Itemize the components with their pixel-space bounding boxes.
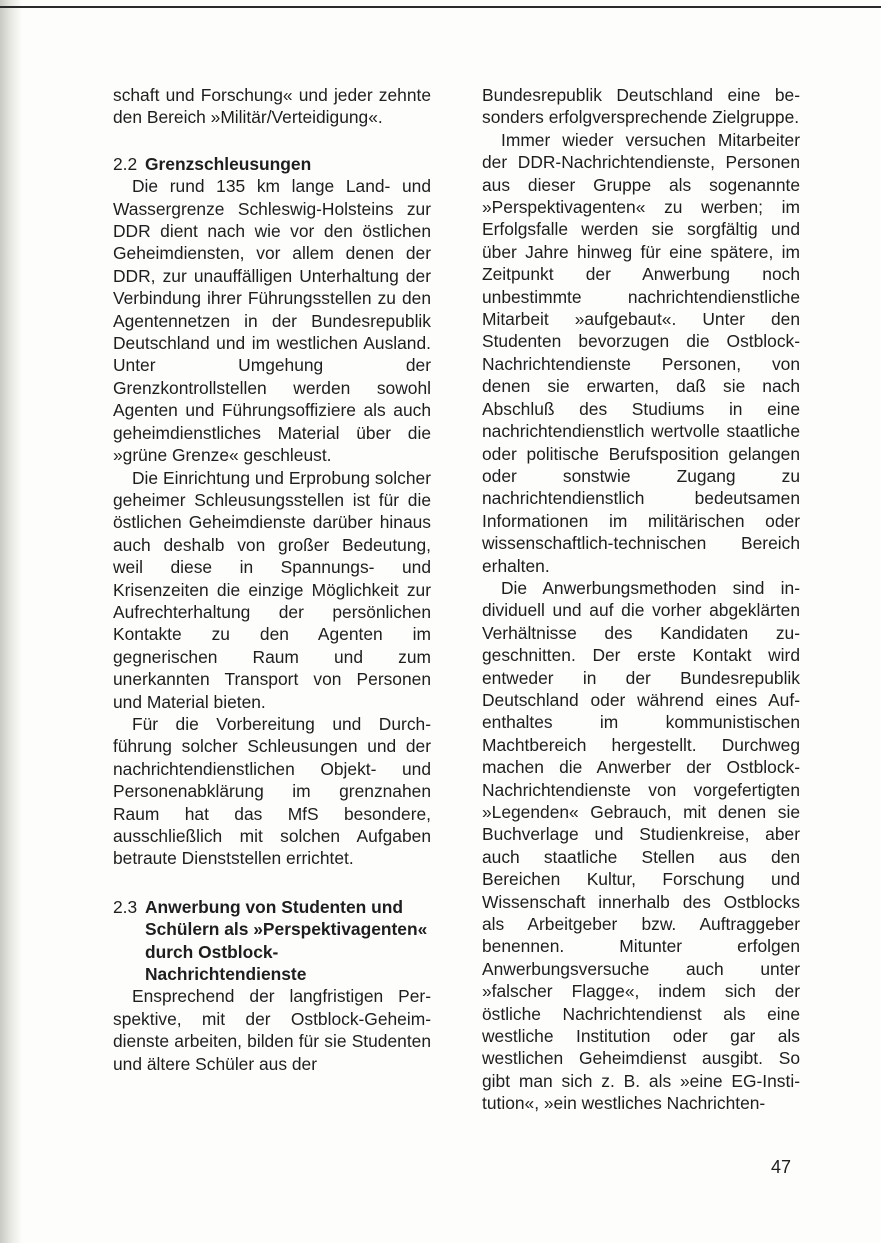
body-paragraph: Die rund 135 km lange Land- und Wassergrenze Schleswig-Holsteins zur DDR dient nach wie vor den östlichen Geheimdiensten, vor allem denen der DDR, zur unauffälligen Unterhaltung der Verbindung ihrer Führungsstellen zu den Agentennetzen in der Bundesrepublik Deutschland und im westlichen Ausland. Unter Umgehung der Grenzkontrollstellen werden sowohl Agenten und Führungsoffiziere als auch geheimdienstliches Material über die »grüne Grenze« geschleust. (113, 176, 431, 466)
body-paragraph: Die Anwerbungsmethoden sind individuell und auf die vorher abgeklärten Verhältnisse des Kandidaten zugeschnitten. Der erste Kontakt wird entweder in der Bundesrepublik Deutschland oder während eines Aufenthaltes im kommunistischen Machtbereich hergestellt. Durchweg machen die Anwerber der Ostblock-Nachrichtendienste von vorgefertigten »Legenden« Gebrauch, mit denen sie Buchverlage und Studienkreise, aber auch staatliche Stellen aus den Bereichen Kultur, Forschung und Wissenschaft innerhalb des Ostblocks als Arbeitgeber bzw. Auftraggeber benennen. Mitunter erfolgen Anwerbungsversuche auch unter »falscher Flagge«, indem sich der östliche Nachrichtendienst als eine westliche Institution oder gar als westlichen Geheimdienst ausgibt. So gibt man sich z. B. als »eine EG-Institution«, »ein westliches Nachrichten- (482, 577, 800, 1114)
body-paragraph: Immer wieder versuchen Mitarbeiter der DDR-Nachrichtendienste, Personen aus dieser Gruppe als sogenannte »Perspektivagenten« zu werben; im Erfolgsfalle werden sie sorgfältig und über Jahre hinweg für eine spätere, im Zeitpunkt der Anwerbung noch unbestimmte nachrichtendienstliche Mitarbeit »aufgebaut«. Unter den Studenten bevorzugen die Ostblock-Nachrichtendienste Personen, von denen sie erwarten, daß sie nach Abschluß des Studiums in eine nachrichtendienstlich wertvolle staatliche oder politische Berufsposition gelangen oder sonstwie Zugang zu nachrichtendienstlich bedeutsamen Informationen im militärischen oder wissenschaftlich-technischen Bereich erhalten. (482, 129, 800, 576)
section-heading-2-3 (113, 896, 431, 986)
spine-shadow (0, 0, 22, 1243)
body-paragraph: Für die Vorbereitung und Durchführung solcher Schleusungen und der nachrichtendienstlichen Objekt- und Personenabklärung im grenznahen Raum hat das MfS besondere, ausschließlich mit solchen Aufgaben betraute Dienststellen errichtet. (113, 713, 431, 869)
section-number: 2.2 (113, 153, 138, 174)
right-column (482, 84, 800, 1115)
body-paragraph: Die Einrichtung und Erprobung solcher geheimer Schleusungsstellen ist für die östlichen Geheimdienste darüber hinaus auch deshalb von großer Bedeutung, weil diese in Spannungs- und Krisenzeiten die einzige Möglichkeit zur Aufrechterhaltung der persönlichen Kontakte zu den Agenten im gegnerischen Raum und zum unerkannten Transport von Personen und Material bieten. (113, 467, 431, 712)
body-paragraph: Bundesrepublik Deutschland eine besonders erfolgversprechende Zielgruppe. (482, 85, 800, 128)
page-number: 47 (771, 1157, 792, 1177)
left-column (113, 84, 431, 1075)
intro-paragraph: schaft und Forschung« und jeder zehnte den Bereich »Militär/Verteidigung«. (113, 85, 431, 128)
section-title: Grenzschleusungen (145, 153, 312, 174)
section-heading-2-2 (113, 153, 431, 175)
top-rule (0, 6, 881, 8)
section-number: 2.3 (113, 896, 138, 917)
body-paragraph: Ensprechend der langfristigen Perspektive, mit der Ostblock-Geheimdienste arbeiten, bilden für sie Studenten und ältere Schüler aus der (113, 986, 431, 1074)
section-title: Anwerbung von Studenten und Schülern als »Perspektivagenten« durch Ostblock-Nachrichtendienste (145, 896, 428, 985)
